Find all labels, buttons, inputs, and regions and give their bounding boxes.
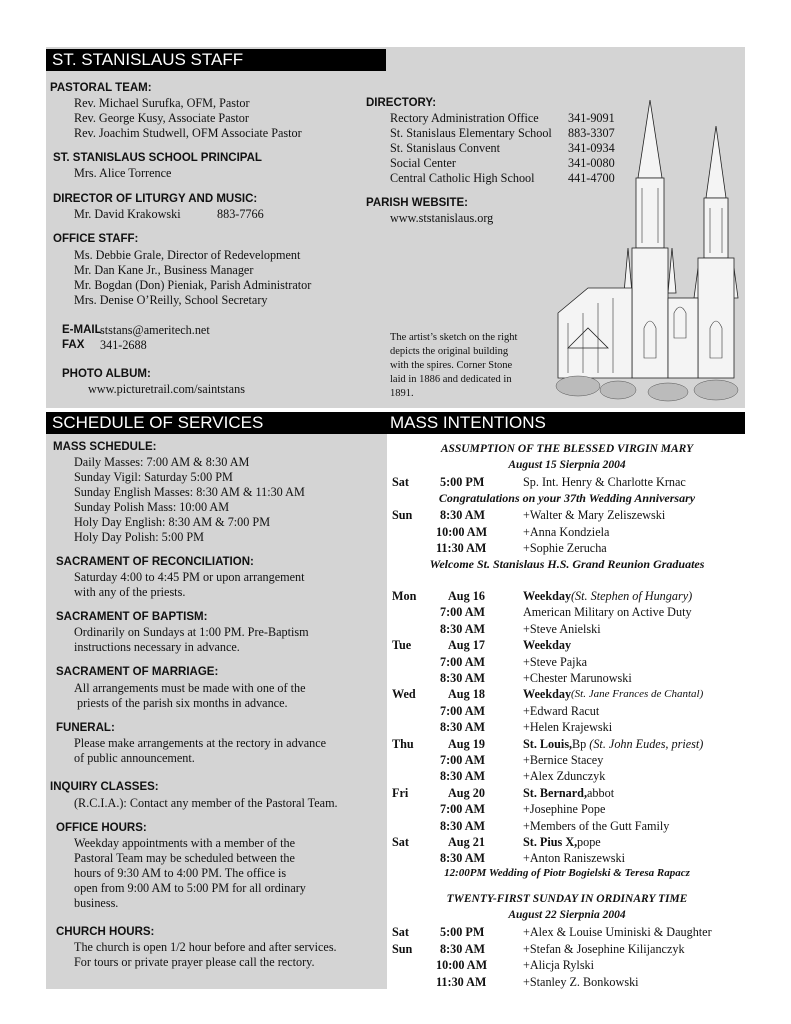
intention-day: Thu [392, 736, 414, 751]
sunday-intentions [392, 924, 752, 990]
intention-time: 5:00 PM [440, 475, 485, 489]
mass-line: Daily Masses: 7:00 AM & 8:30 AM [74, 455, 250, 469]
mass-line: Sunday Vigil: Saturday 5:00 PM [74, 470, 233, 484]
intention-text: +Edward Racut [523, 703, 600, 718]
funeral-label: FUNERAL: [56, 722, 115, 734]
intention-row [392, 670, 752, 686]
congratulations-note: Congratulations on your 37th Wedding Anniversary [438, 491, 696, 505]
intention-time: 8:30 AM [440, 508, 486, 522]
intention-time: 11:30 AM [436, 541, 487, 555]
fax-label: FAX [62, 339, 85, 351]
fax-number: 341-2688 [100, 338, 147, 352]
intention-text: American Military on Active Duty [523, 605, 692, 620]
intention-time: 8:30 AM [440, 671, 486, 685]
intention-note: (St. Jane Frances de Chantal) [571, 688, 704, 701]
welcome-note: Welcome St. Stanislaus H.S. Grand Reunion Graduates [429, 557, 705, 571]
intention-row [392, 474, 742, 490]
caption-line: depicts the original building [390, 346, 509, 357]
pastoral-member: Rev. George Kusy, Associate Pastor [74, 111, 249, 125]
office-hours-line: open from 9:00 AM to 5:00 PM for all ordinary [74, 881, 306, 895]
intention-time: 8:30 AM [440, 720, 486, 735]
intention-time: 5:00 PM [440, 925, 485, 939]
directory-phone: 441-4700 [568, 171, 615, 185]
intention-time: Aug 17 [448, 638, 485, 653]
sketch-caption [390, 331, 517, 401]
intention-time: 7:00 AM [440, 605, 486, 620]
office-staff-member: Mr. Dan Kane Jr., Business Manager [74, 263, 254, 277]
reconciliation-line: Saturday 4:00 to 4:45 PM or upon arrangement [74, 570, 305, 584]
baptism-label: SACRAMENT OF BAPTISM: [56, 611, 208, 623]
intention-text: +Steve Pajka [523, 654, 588, 669]
website-url: www.ststanislaus.org [390, 211, 494, 225]
intention-day: Tue [392, 638, 412, 653]
intention-day: Sat [392, 925, 409, 939]
schedule-header: SCHEDULE OF SERVICES [46, 412, 387, 434]
intention-day: Sun [392, 941, 413, 956]
intention-day: Fri [392, 785, 409, 800]
sunday-block [392, 507, 742, 557]
directory-label: DIRECTORY: [366, 97, 437, 109]
directory-phone: 341-9091 [568, 111, 615, 125]
reconciliation-label: SACRAMENT OF RECONCILIATION: [56, 556, 254, 568]
intention-row [392, 719, 752, 735]
church-hours-line: For tours or private prayer please call the rectory. [74, 955, 315, 969]
intention-time: 8:30 AM [440, 818, 486, 833]
intention-row [392, 588, 752, 604]
funeral-line: of public announcement. [74, 751, 195, 765]
intention-note: abbot [587, 785, 615, 800]
directory-entry: Social Center [390, 156, 456, 170]
website-label: PARISH WEBSITE: [366, 197, 469, 209]
mass-line: Sunday English Masses: 8:30 AM & 11:30 AM [74, 485, 305, 499]
intention-time: Aug 18 [448, 687, 485, 702]
intention-text: +Walter & Mary Zeliszewski [523, 508, 666, 522]
intention-note: pope [577, 835, 601, 849]
pastoral-team-label: PASTORAL TEAM: [50, 82, 152, 94]
caption-line: 1891. [390, 388, 414, 399]
mass-line: Sunday Polish Mass: 10:00 AM [74, 500, 230, 514]
mass-line: Holy Day Polish: 5:00 PM [74, 530, 205, 544]
directory-entry: Rectory Administration Office [390, 111, 539, 125]
intention-text: +Anna Kondziela [523, 524, 610, 539]
intention-row [392, 801, 752, 817]
intention-text: +Stefan & Josephine Kilijanczyk [523, 941, 685, 956]
office-hours-line: business. [74, 896, 119, 910]
sunday-title: TWENTY-FIRST SUNDAY IN ORDINARY TIME [446, 893, 688, 905]
intention-row [392, 604, 752, 620]
intention-row [392, 686, 752, 702]
office-hours-line: Weekday appointments with a member of the [74, 836, 296, 850]
intention-time: 10:00 AM [436, 958, 488, 972]
principal-label: ST. STANISLAUS SCHOOL PRINCIPAL [53, 152, 262, 164]
directory-entry: Central Catholic High School [390, 171, 535, 185]
directory-phone: 341-0934 [568, 141, 615, 155]
intention-text: +Josephine Pope [523, 802, 606, 817]
liturgy-phone: 883-7766 [217, 207, 264, 221]
wedding-note: 12:00PM Wedding of Piotr Bogielski & Teresa Rapacz [444, 867, 690, 879]
intention-time: 8:30 AM [440, 621, 486, 636]
liturgy-label: DIRECTOR OF LITURGY AND MUSIC: [53, 193, 258, 205]
pastoral-member: Rev. Michael Surufka, OFM, Pastor [74, 96, 250, 110]
intention-text: St. Pius X, [523, 835, 578, 849]
intention-time: Aug 16 [448, 589, 485, 603]
staff-header: ST. STANISLAUS STAFF [46, 49, 386, 71]
marriage-line: All arrangements must be made with one of the [74, 681, 306, 695]
office-hours-label: OFFICE HOURS: [56, 822, 147, 834]
principal-name: Mrs. Alice Torrence [74, 166, 172, 180]
office-staff-member: Mr. Bogdan (Don) Pieniak, Parish Administrator [74, 278, 312, 292]
intention-row [392, 752, 752, 768]
intention-text: +Alex & Louise Uminiski & Daughter [523, 925, 712, 939]
intention-text: Weekday [523, 687, 572, 702]
intention-note: (St. Stephen of Hungary) [571, 589, 693, 603]
intention-text: Sp. Int. Henry & Charlotte Krnac [523, 475, 686, 489]
intention-time: 7:00 AM [440, 703, 486, 718]
pastoral-member: Rev. Joachim Studwell, OFM Associate Pastor [74, 126, 302, 140]
marriage-line: priests of the parish six months in advance. [77, 696, 288, 710]
intentions-header: MASS INTENTIONS [384, 412, 745, 434]
intention-time: 10:00 AM [436, 524, 488, 539]
intention-row [392, 850, 752, 866]
office-staff-member: Mrs. Denise O’Reilly, School Secretary [74, 293, 268, 307]
intention-row [392, 621, 752, 637]
intention-text: +Bernice Stacey [523, 753, 604, 767]
intention-row [392, 785, 752, 801]
intention-time: 7:00 AM [440, 654, 486, 669]
intention-text: St. Bernard, [523, 785, 587, 800]
funeral-line: Please make arrangements at the rectory in advance [74, 736, 327, 750]
intention-text: +Anton Raniszewski [523, 851, 625, 866]
intention-text: +Alex Zdunczyk [523, 769, 606, 784]
intention-day: Wed [392, 687, 416, 702]
intention-day: Mon [392, 589, 417, 603]
intention-time: 8:30 AM [440, 941, 486, 956]
intention-row [392, 540, 752, 556]
intention-day: Sat [392, 835, 409, 849]
office-staff-label: OFFICE STAFF: [53, 233, 139, 245]
directory-entry: St. Stanislaus Elementary School [390, 126, 552, 140]
directory-phone: 883-3307 [568, 126, 615, 140]
intention-time: 8:30 AM [440, 851, 486, 866]
intention-day: Sun [392, 508, 413, 522]
intention-text: +Helen Krajewski [523, 720, 613, 735]
caption-line: The artist’s sketch on the right [390, 332, 518, 343]
intention-text: +Stanley Z. Bonkowski [523, 974, 639, 989]
caption-line: with the spires. Corner Stone [390, 360, 513, 371]
weekday-block [392, 588, 752, 864]
baptism-line: instructions necessary in advance. [74, 640, 240, 654]
liturgy-name: Mr. David Krakowski [74, 207, 181, 221]
sunday-date: August 22 Sierpnia 2004 [508, 909, 626, 921]
marriage-label: SACRAMENT OF MARRIAGE: [56, 666, 219, 678]
intention-time: 7:00 AM [440, 802, 486, 817]
feast-title: ASSUMPTION OF THE BLESSED VIRGIN MARY [440, 443, 694, 455]
intention-row [392, 507, 752, 523]
feast-date: August 15 Sierpnia 2004 [508, 459, 626, 471]
intention-row [392, 957, 752, 973]
intention-text: +Members of the Gutt Family [523, 818, 670, 833]
inquiry-label: INQUIRY CLASSES: [50, 781, 159, 793]
intention-row [392, 924, 752, 940]
intention-time: Aug 20 [448, 785, 485, 800]
reconciliation-line: with any of the priests. [74, 585, 186, 599]
photo-album-label: PHOTO ALBUM: [62, 368, 151, 380]
intention-time: 7:00 AM [440, 753, 486, 767]
intention-text: St. Louis, [523, 736, 573, 751]
intention-row [392, 703, 752, 719]
intention-time: Aug 19 [448, 736, 485, 751]
intention-text: Weekday [523, 638, 572, 653]
intention-text: +Chester Marunowski [523, 671, 632, 685]
directory-entry: St. Stanislaus Convent [390, 141, 501, 155]
caption-line: laid in 1886 and dedicated in [390, 374, 512, 385]
intention-time: Aug 21 [448, 835, 485, 849]
intention-time: 8:30 AM [440, 769, 486, 784]
intention-row [392, 654, 752, 670]
intention-row [392, 818, 752, 834]
intention-text: +Alicja Rylski [523, 958, 595, 972]
office-staff-member: Ms. Debbie Grale, Director of Redevelopment [74, 248, 301, 262]
intention-text: +Sophie Zerucha [523, 541, 607, 555]
church-hours-line: The church is open 1/2 hour before and after services. [74, 940, 337, 954]
mass-line: Holy Day English: 8:30 AM & 7:00 PM [74, 515, 271, 529]
directory-phone: 341-0080 [568, 156, 615, 170]
intention-row [392, 834, 752, 850]
inquiry-line: (R.C.I.A.): Contact any member of the Pastoral Team. [74, 796, 338, 810]
intention-row [392, 637, 752, 653]
intention-row [392, 736, 752, 752]
church-hours-label: CHURCH HOURS: [56, 926, 155, 938]
intention-time: 11:30 AM [436, 974, 487, 989]
intention-day: Sat [392, 475, 409, 489]
intention-row [392, 768, 752, 784]
intention-text: Weekday [523, 589, 572, 603]
intention-text: +Steve Anielski [523, 621, 601, 636]
baptism-line: Ordinarily on Sundays at 1:00 PM. Pre-Baptism [74, 625, 309, 639]
office-hours-line: hours of 9:30 AM to 4:00 PM. The office is [74, 866, 287, 880]
email-label: E-MAIL [62, 324, 102, 336]
office-hours-line: Pastoral Team may be scheduled between the [74, 851, 295, 865]
mass-schedule-label: MASS SCHEDULE: [53, 441, 157, 453]
intention-row [392, 524, 752, 540]
church-sketch-image [548, 98, 744, 406]
intention-row [392, 941, 752, 957]
intention-row [392, 974, 752, 990]
intention-note: Bp (St. John Eudes, priest) [572, 736, 704, 751]
photo-album-url: www.picturetrail.com/saintstans [88, 382, 245, 396]
email-address: ststans@ameritech.net [100, 323, 210, 337]
